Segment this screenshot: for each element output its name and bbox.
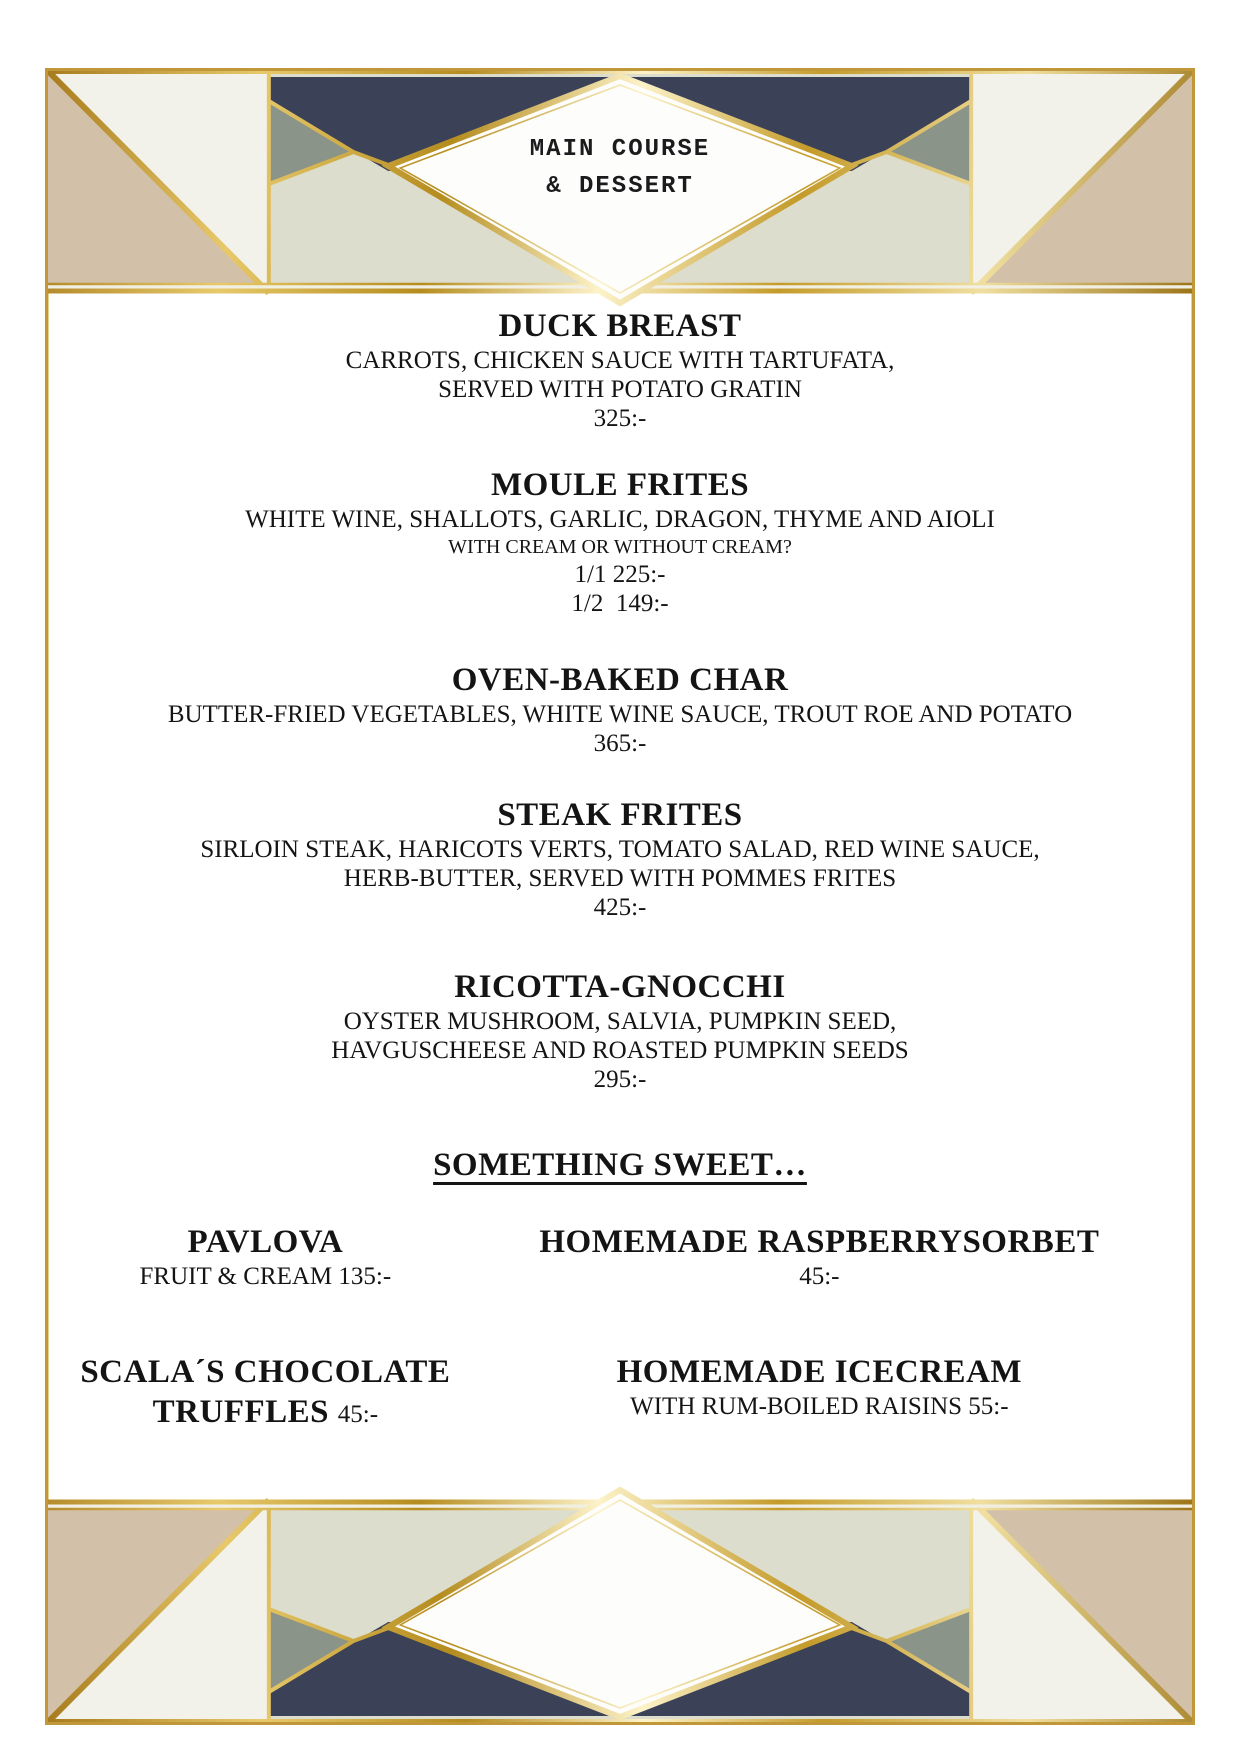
item-description-line: HERB-BUTTER, SERVED WITH POMMES FRITES xyxy=(343,865,897,892)
menu-item-moule-frites xyxy=(48,465,1192,618)
dessert-truffles xyxy=(48,1352,483,1435)
item-price: 295:- xyxy=(593,1066,647,1093)
item-description-line: SERVED WITH POTATO GRATIN xyxy=(438,376,802,403)
item-name: STEAK FRITES xyxy=(497,797,743,833)
item-name: OVEN-BAKED CHAR xyxy=(451,662,789,698)
corner-square-right xyxy=(971,1500,1192,1722)
dessert-raspberry-sorbet xyxy=(483,1222,1192,1291)
item-price: 425:- xyxy=(593,894,647,921)
dessert-icecream xyxy=(483,1352,1192,1421)
item-description-line: SIRLOIN STEAK, HARICOTS VERTS, TOMATO SALAD, RED WINE SAUCE, xyxy=(200,836,1040,863)
menu-frame xyxy=(45,68,1195,1725)
item-name: MOULE FRITES xyxy=(490,467,750,503)
art-deco-bottom-graphic xyxy=(48,1482,1192,1722)
item-note: WITH CREAM OR WITHOUT CREAM? xyxy=(448,536,792,558)
dessert-name: HOMEMADE ICECREAM xyxy=(616,1354,1023,1390)
dessert-price: 45:- xyxy=(337,1401,379,1428)
dessert-name-line1: SCALA´S CHOCOLATE xyxy=(80,1354,451,1390)
dessert-name-line2 xyxy=(48,1392,483,1435)
corner-square-left xyxy=(48,1500,269,1722)
dessert-pavlova xyxy=(48,1222,483,1291)
item-description-line: WHITE WINE, SHALLOTS, GARLIC, DRAGON, THYME AND AIOLI xyxy=(245,506,995,533)
dessert-name: PAVLOVA xyxy=(187,1224,344,1260)
bottom-decoration xyxy=(48,1482,1192,1722)
menu-item-duck-breast xyxy=(48,306,1192,433)
menu-content xyxy=(48,296,1192,1497)
dessert-name-word: TRUFFLES xyxy=(152,1394,330,1430)
item-name: DUCK BREAST xyxy=(498,308,742,344)
dessert-description: WITH RUM-BOILED RAISINS 55:- xyxy=(630,1393,1009,1420)
menu-title-line1: MAIN COURSE xyxy=(529,136,711,163)
dessert-description: FRUIT & CREAM 135:- xyxy=(139,1263,392,1290)
top-decoration xyxy=(48,71,1192,311)
menu-item-steak-frites xyxy=(48,795,1192,922)
item-description-line: HAVGUSCHEESE AND ROASTED PUMPKIN SEEDS xyxy=(331,1037,909,1064)
item-description-line: CARROTS, CHICKEN SAUCE WITH TARTUFATA, xyxy=(345,347,895,374)
item-price: 1/2 149:- xyxy=(571,590,669,617)
dessert-price: 45:- xyxy=(799,1263,840,1290)
item-price: 365:- xyxy=(593,730,647,757)
sweet-section-heading: SOMETHING SWEET… xyxy=(433,1147,807,1183)
dessert-name: HOMEMADE RASPBERRYSORBET xyxy=(539,1224,1100,1260)
menu-item-oven-baked-char xyxy=(48,660,1192,758)
dessert-row-1 xyxy=(48,1222,1192,1291)
dessert-row-2 xyxy=(48,1352,1192,1435)
item-description-line: BUTTER-FRIED VEGETABLES, WHITE WINE SAUCE, TROUT ROE AND POTATO xyxy=(167,701,1073,728)
item-price: 325:- xyxy=(593,405,647,432)
menu-title-line2: & DESSERT xyxy=(546,173,694,200)
item-description-line: OYSTER MUSHROOM, SALVIA, PUMPKIN SEED, xyxy=(343,1008,897,1035)
item-name: RICOTTA-GNOCCHI xyxy=(454,969,786,1005)
item-price: 1/1 225:- xyxy=(574,561,666,588)
menu-title xyxy=(48,131,1192,205)
menu-item-ricotta-gnocchi xyxy=(48,967,1192,1094)
